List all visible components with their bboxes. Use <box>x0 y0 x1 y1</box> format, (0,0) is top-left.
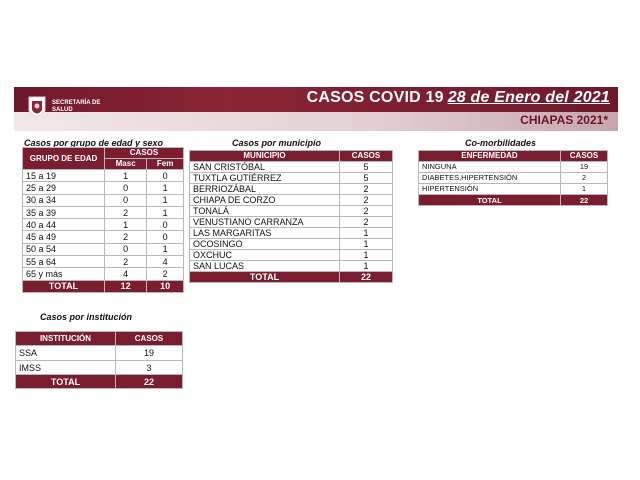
table-row <box>23 231 184 243</box>
group-cell: 65 y más <box>23 268 105 280</box>
municipio-cell: TUXTLA GUTIÉRREZ <box>190 173 340 184</box>
total-value: 22 <box>340 272 393 283</box>
total-label: TOTAL <box>16 375 116 389</box>
masc-cell: 4 <box>105 268 147 280</box>
enfermedad-cell: HIPERTENSIÓN <box>419 184 561 195</box>
enfermedad-cell: DIABETES,HIPERTENSIÓN <box>419 173 561 184</box>
table-row <box>190 261 393 272</box>
group-cell: 15 a 19 <box>23 170 105 182</box>
total-row <box>16 375 183 389</box>
header-banner <box>14 87 618 131</box>
fem-cell: 0 <box>147 170 184 182</box>
municipio-cell: CHIAPA DE CORZO <box>190 195 340 206</box>
age-sex-title: Casos por grupo de edad y sexo <box>24 138 164 148</box>
fem-cell: 0 <box>147 219 184 231</box>
col-cases-header: CASOS <box>105 148 184 159</box>
cases-cell: 19 <box>116 346 183 361</box>
table-row <box>190 173 393 184</box>
col-masc-header: Masc <box>105 159 147 170</box>
total-row <box>190 272 393 283</box>
col-enfermedad-header: ENFERMEDAD <box>419 151 561 162</box>
fem-cell: 2 <box>147 268 184 280</box>
institucion-title: Casos por institución <box>40 312 133 322</box>
cases-cell: 3 <box>116 361 183 375</box>
municipio-cell: VENUSTIANO CARRANZA <box>190 217 340 228</box>
fem-cell: 1 <box>147 194 184 206</box>
col-cases-header: CASOS <box>340 151 393 162</box>
table-row <box>190 217 393 228</box>
municipio-cell: TONALÁ <box>190 206 340 217</box>
group-cell: 25 a 29 <box>23 182 105 194</box>
total-masc: 12 <box>105 280 147 292</box>
fem-cell: 0 <box>147 231 184 243</box>
comorbilidades-table <box>418 150 608 206</box>
title-text: CASOS COVID 19 <box>306 89 444 106</box>
municipio-table <box>189 150 393 283</box>
cases-cell: 2 <box>340 217 393 228</box>
masc-cell: 1 <box>105 170 147 182</box>
enfermedad-cell: NINGUNA <box>419 162 561 173</box>
logo <box>22 91 122 127</box>
masc-cell: 2 <box>105 256 147 268</box>
total-value: 22 <box>116 375 183 389</box>
cases-cell: 2 <box>340 184 393 195</box>
table-row <box>23 256 184 268</box>
col-municipio-header: MUNICIPIO <box>190 151 340 162</box>
age-sex-table <box>22 147 184 293</box>
cases-cell: 19 <box>561 162 608 173</box>
table-row <box>23 219 184 231</box>
municipio-cell: OXCHUC <box>190 250 340 261</box>
group-cell: 45 a 49 <box>23 231 105 243</box>
institucion-cell: SSA <box>16 346 116 361</box>
municipio-cell: LAS MARGARITAS <box>190 228 340 239</box>
masc-cell: 2 <box>105 231 147 243</box>
table-row <box>16 346 183 361</box>
table-row <box>190 250 393 261</box>
table-row <box>23 268 184 280</box>
cases-cell: 5 <box>340 173 393 184</box>
cases-cell: 1 <box>561 184 608 195</box>
table-row <box>16 361 183 375</box>
masc-cell: 0 <box>105 243 147 255</box>
fem-cell: 1 <box>147 206 184 218</box>
group-cell: 55 a 64 <box>23 256 105 268</box>
table-row <box>419 162 608 173</box>
table-row <box>23 182 184 194</box>
col-group-header: GRUPO DE EDAD <box>23 148 105 170</box>
table-row <box>23 194 184 206</box>
col-fem-header: Fem <box>147 159 184 170</box>
title-date: 28 de Enero del 2021 <box>447 89 610 106</box>
table-row <box>190 184 393 195</box>
cases-cell: 1 <box>340 239 393 250</box>
total-label: TOTAL <box>23 280 105 292</box>
cases-cell: 1 <box>340 228 393 239</box>
col-institucion-header: INSTITUCIÓN <box>16 332 116 346</box>
cases-cell: 5 <box>340 162 393 173</box>
group-cell: 35 a 39 <box>23 206 105 218</box>
municipio-cell: BERRIOZÁBAL <box>190 184 340 195</box>
col-cases-header: CASOS <box>561 151 608 162</box>
municipio-cell: SAN CRISTÓBAL <box>190 162 340 173</box>
municipio-title: Casos por municipio <box>232 138 322 148</box>
table-row <box>190 162 393 173</box>
cases-cell: 2 <box>340 195 393 206</box>
col-cases-header: CASOS <box>116 332 183 346</box>
logo-text: SECRETARÍA DE SALUD <box>52 100 101 113</box>
cases-cell: 1 <box>340 261 393 272</box>
group-cell: 30 a 34 <box>23 194 105 206</box>
comorbilidades-title: Co-morbilidades <box>465 138 537 148</box>
municipio-cell: OCOSINGO <box>190 239 340 250</box>
region-subtitle: CHIAPAS 2021* <box>520 113 608 127</box>
total-fem: 10 <box>147 280 184 292</box>
table-row <box>190 206 393 217</box>
fem-cell: 1 <box>147 243 184 255</box>
table-row <box>23 206 184 218</box>
cases-cell: 2 <box>561 173 608 184</box>
total-label: TOTAL <box>190 272 340 283</box>
total-row <box>23 280 184 292</box>
cases-cell: 2 <box>340 206 393 217</box>
table-row <box>190 239 393 250</box>
total-value: 22 <box>561 195 608 206</box>
group-cell: 50 a 54 <box>23 243 105 255</box>
institucion-table <box>15 331 183 389</box>
table-row <box>23 243 184 255</box>
masc-cell: 1 <box>105 219 147 231</box>
total-label: TOTAL <box>419 195 561 206</box>
table-row <box>190 195 393 206</box>
fem-cell: 1 <box>147 182 184 194</box>
group-cell: 40 a 44 <box>23 219 105 231</box>
seal-icon <box>26 93 48 123</box>
table-row <box>419 173 608 184</box>
logo-subtext: GOBIERNO DE CHIAPAS <box>52 114 94 118</box>
municipio-cell: SAN LUCAS <box>190 261 340 272</box>
institucion-cell: IMSS <box>16 361 116 375</box>
total-row <box>419 195 608 206</box>
fem-cell: 4 <box>147 256 184 268</box>
masc-cell: 0 <box>105 194 147 206</box>
table-row <box>190 228 393 239</box>
masc-cell: 0 <box>105 182 147 194</box>
table-row <box>419 184 608 195</box>
masc-cell: 2 <box>105 206 147 218</box>
table-row <box>23 170 184 182</box>
cases-cell: 1 <box>340 250 393 261</box>
page-title <box>307 89 610 107</box>
